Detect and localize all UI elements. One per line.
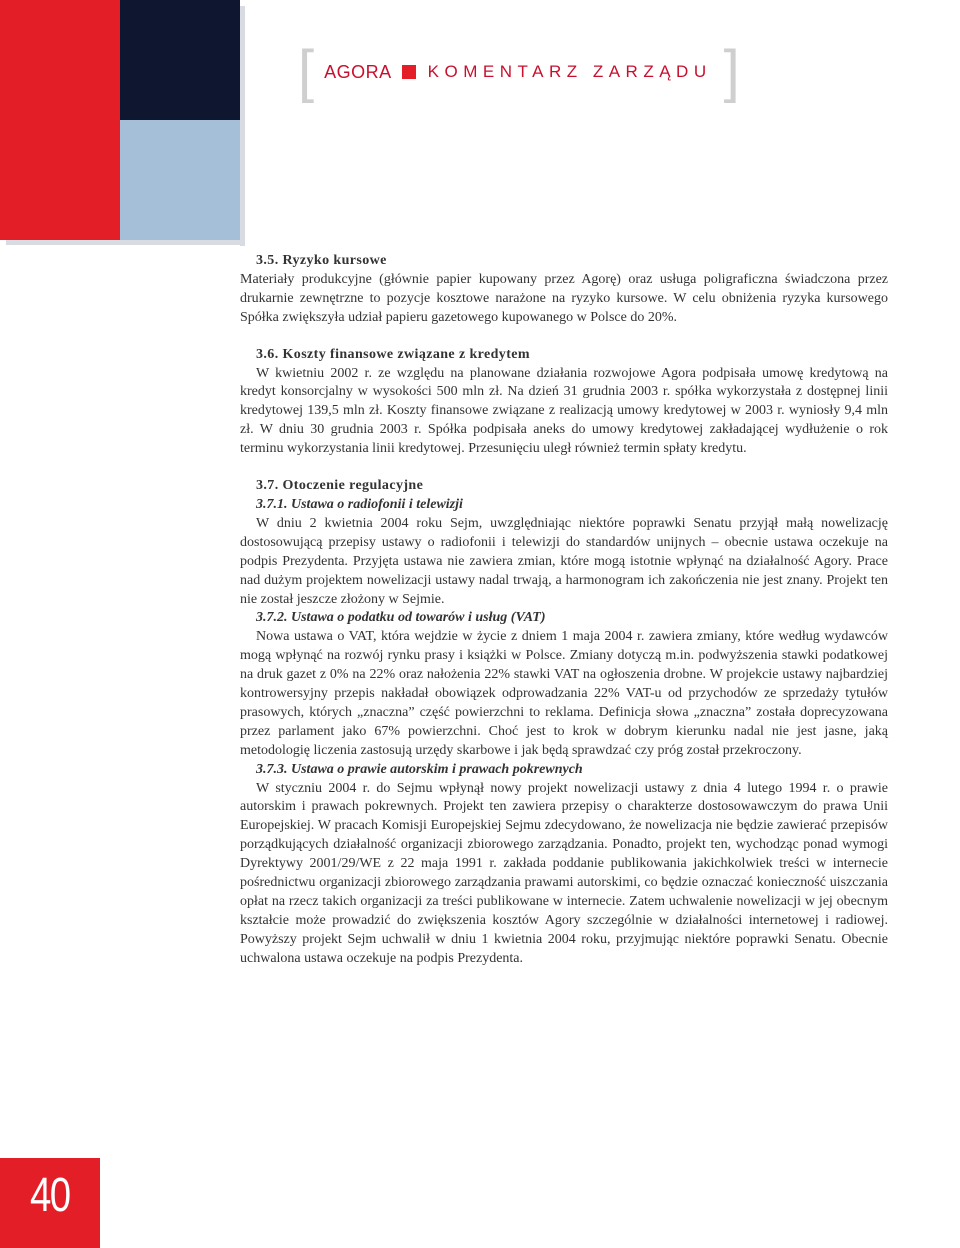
brand-square-icon	[402, 65, 416, 79]
paragraph-3-6: W kwietniu 2002 r. ze względu na planowane działania rozwojowe Agora podpisała umowę kredytową na kredyt konsorcjalny w wysokości 500 mln zł. Na dzień 31 grudnia 2003 r. spółka wykorzystała z dostępnej linii kredytowej 139,5 mln zł. Koszty finansowe związane z realizacją umowy kredytowej w 2003 r. wyniosły 9,4 mln zł. W dniu 30 grudnia 2003 r. Spółka podpisała aneks do umowy kredytowej zakładającej wydłużenie o rok terminu wykorzystania linii kredytowej. Przesunięciu uległ również termin spłaty kredytu.	[240, 365, 888, 457]
corner-shadow-horizontal	[6, 240, 245, 245]
running-header	[298, 39, 740, 104]
main-content	[240, 252, 888, 969]
heading-3-6: 3.6. Koszty finansowe związane z kredytem	[256, 346, 530, 362]
header-bracket-left: [	[298, 39, 315, 104]
page-number: 40	[30, 1169, 70, 1222]
heading-3-7-1: 3.7.1. Ustawa o radiofonii i telewizji	[256, 496, 463, 512]
header-bracket-right: ]	[723, 39, 740, 104]
paragraph-3-7-1: W dniu 2 kwietnia 2004 roku Sejm, uwzględniając niektóre poprawki Senatu przyjął małą nowelizację dostosowującą przepisy ustawy o radiofonii i telewizji do standardów unijnych – obecnie ustawa oczekuje na podpis Prezydenta. Przyjęta ustawa nie zawiera zmian, które mogą istotnie wpłynąć na działalność Agory. Prace nad dużym projektem nowelizacji ustawy nadal trwają, a harmonogram ich zakończenia nie jest znany. Projekt ten nie został jeszcze złożony w Sejmie.	[240, 515, 888, 607]
paragraph-3-5: Materiały produkcyjne (głównie papier kupowany przez Agorę) oraz usługa poligraficzna świadczona przez drukarnie zewnętrzne to pozycje kosztowe narażone na ryzyko kursowe. W celu obniżenia ryzyka kursowego Spółka zwiększyła udział papieru gazetowego kupowanego w Polsce do 20%.	[240, 271, 888, 325]
paragraph-3-7-2: Nowa ustawa o VAT, która wejdzie w życie z dniem 1 maja 2004 r. zawiera zmiany, które według wydawców mogą wpłynąć na rozwój rynku prasy i książki w Polsce. Zmiany dotyczą m.in. podwyższenia stawki podatkowej na druk gazet z 0% na 22% oraz nałożenia 22% stawki VAT na ogłoszenia drobne. W projekcie ustawy najbardziej kontrowersyjny przepis nakładał obowiązek odprowadzania 22% VAT-u od przychodów ze sprzedaży tytułów prasowych, których „znaczna” część powierzchni to reklama. Definicja słowa „znaczna” została doprecyzowana przez parlament jako 67% powierzchni. Choć jest to krok w dobrym kierunku nadal nie jest jasne, jaką metodologię liczenia zastosują urzędy skarbowe i jak będą sprawdzać czy próg został przekroczony.	[240, 629, 888, 758]
heading-3-7: 3.7. Otoczenie regulacyjne	[256, 478, 424, 494]
heading-3-7-3: 3.7.3. Ustawa o prawie autorskim i prawach pokrewnych	[256, 761, 583, 777]
heading-3-7-2: 3.7.2. Ustawa o podatku od towarów i usług (VAT)	[256, 610, 546, 626]
corner-navy-block	[120, 0, 240, 120]
header-section-title: KOMENTARZ ZARZĄDU	[427, 62, 712, 81]
corner-red-block	[0, 0, 120, 240]
corner-blue-block	[120, 120, 240, 240]
header-brand: AGORA	[324, 61, 392, 82]
paragraph-3-7-3: W styczniu 2004 r. do Sejmu wpłynął nowy projekt nowelizacji ustawy z dnia 4 lutego 1994 r. o prawie autorskim i prawach pokrewnych. Projekt ten zawiera przepisy o charakterze dostosowawczym do prawa Unii Europejskiej. W pracach Komisji Europejskiej Sejmu zdecydowano, że nowelizacja nie będzie zawierać przepisów porządkujących działalność organizacji zbiorowego zarządzania. Ponadto, projekt ten, wychodząc ponad wymogi Dyrektywy 2001/29/WE z 22 maja 1991 r. zakłada poddanie publikowania jakichkolwiek treści w internecie pośrednictwu organizacji zbiorowego zarządzania prawami autorskimi, co będzie oznaczać konieczność uiszczania opłat na rzecz takich organizacji za treści publikowane w internecie. Zatem uchwalenie nowelizacji w jej obecnym kształcie może prowadzić do zwiększenia kosztów Agory szczególnie w działalności internetowej i radiowej. Powyższy projekt Sejm uchwalił w dniu 1 kwietnia 2004 roku, przyjmując niektóre poprawki Senatu. Obecnie uchwalona ustawa oczekuje na podpis Prezydenta.	[240, 780, 888, 966]
heading-3-5: 3.5. Ryzyko kursowe	[256, 253, 387, 268]
corner-shadow-vertical	[240, 6, 245, 246]
